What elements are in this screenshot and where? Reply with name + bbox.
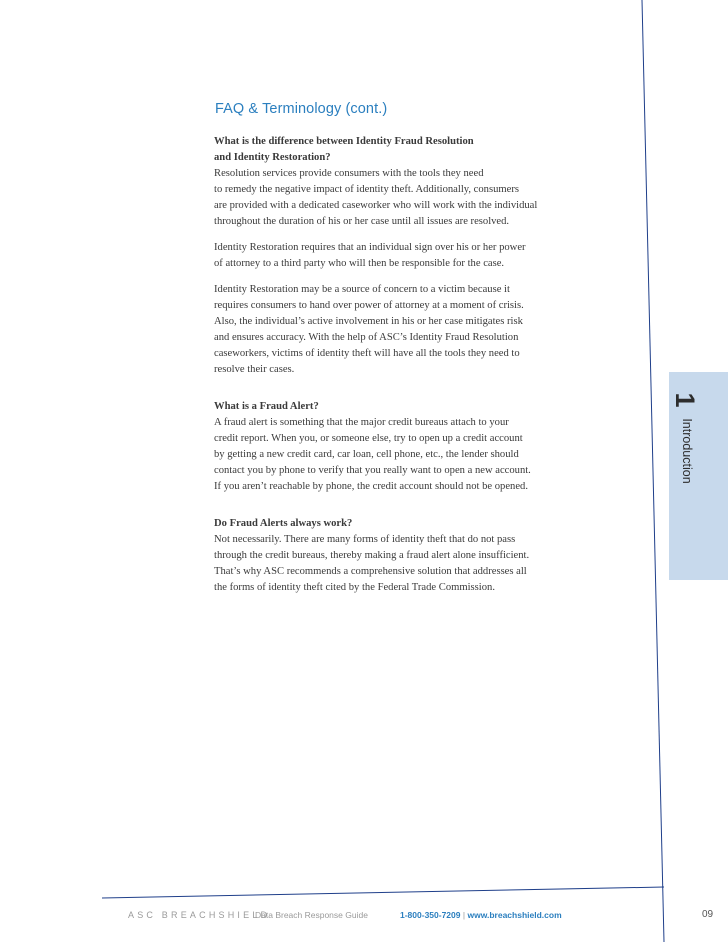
page-number: 09 <box>702 909 714 920</box>
footer-phone: 1-800-350-7209 <box>400 910 461 920</box>
footer-guide-title: Data Breach Response Guide <box>255 910 368 920</box>
footer-separator: | <box>462 910 466 920</box>
answer-line: the forms of identity theft cited by the Federal Trade Commission. <box>214 582 495 593</box>
answer-line: and ensures accuracy. With the help of ASC’s Identity Fraud Resolution <box>214 332 519 343</box>
chapter-label: Introduction <box>680 418 694 484</box>
answer-line: contact you by phone to verify that you really want to open a new account. <box>214 465 531 476</box>
answer-line: resolve their cases. <box>214 364 295 375</box>
faq-fraud-alert-effectiveness <box>214 516 594 596</box>
section-title: FAQ & Terminology (cont.) <box>215 101 388 117</box>
answer-line: That’s why ASC recommends a comprehensive solution that addresses all <box>214 566 527 577</box>
question-heading: What is the difference between Identity Fraud Resolution <box>214 136 474 147</box>
answer-line: Not necessarily. There are many forms of identity theft that do not pass <box>214 534 516 545</box>
answer-line: Identity Restoration may be a source of concern to a victim because it <box>214 284 510 295</box>
answer-line: throughout the duration of his or her case until all issues are resolved. <box>214 216 510 227</box>
concern-paragraph <box>214 282 594 378</box>
footer-rule <box>102 887 664 898</box>
answer-line: A fraud alert is something that the major credit bureaus attach to your <box>214 417 509 428</box>
vertical-rule <box>642 0 664 942</box>
answer-line: through the credit bureaus, thereby making a fraud alert alone insufficient. <box>214 550 530 561</box>
chapter-number: 1 <box>670 392 700 408</box>
answer-line: credit report. When you, or someone else, try to open up a credit account <box>214 433 523 444</box>
answer-line: Also, the individual’s active involvement in his or her case mitigates risk <box>214 316 523 327</box>
faq-fraud-alert <box>214 399 594 495</box>
answer-line: by getting a new credit card, car loan, cell phone, etc., the lender should <box>214 449 519 460</box>
answer-line: of attorney to a third party who will then be responsible for the case. <box>214 258 505 269</box>
faq-resolution-vs-restoration <box>214 134 594 230</box>
answer-line: are provided with a dedicated caseworker who will work with the individual <box>214 200 538 211</box>
restoration-paragraph <box>214 240 594 272</box>
answer-line: caseworkers, victims of identity theft will have all the tools they need to <box>214 348 520 359</box>
question-heading: and Identity Restoration? <box>214 152 331 163</box>
footer-brand: ASC BREACHSHIELD <box>128 910 271 920</box>
answer-line: Identity Restoration requires that an individual sign over his or her power <box>214 242 526 253</box>
answer-line: requires consumers to hand over power of attorney at a moment of crisis. <box>214 300 524 311</box>
faq-body <box>214 134 594 606</box>
footer-contact <box>400 909 562 921</box>
footer-website-link[interactable]: www.breachshield.com <box>467 910 562 920</box>
question-heading: Do Fraud Alerts always work? <box>214 518 353 529</box>
answer-line: If you aren’t reachable by phone, the credit account should not be opened. <box>214 481 528 492</box>
answer-line: Resolution services provide consumers with the tools they need <box>214 168 484 179</box>
question-heading: What is a Fraud Alert? <box>214 401 319 412</box>
answer-line: to remedy the negative impact of identity theft. Additionally, consumers <box>214 184 519 195</box>
